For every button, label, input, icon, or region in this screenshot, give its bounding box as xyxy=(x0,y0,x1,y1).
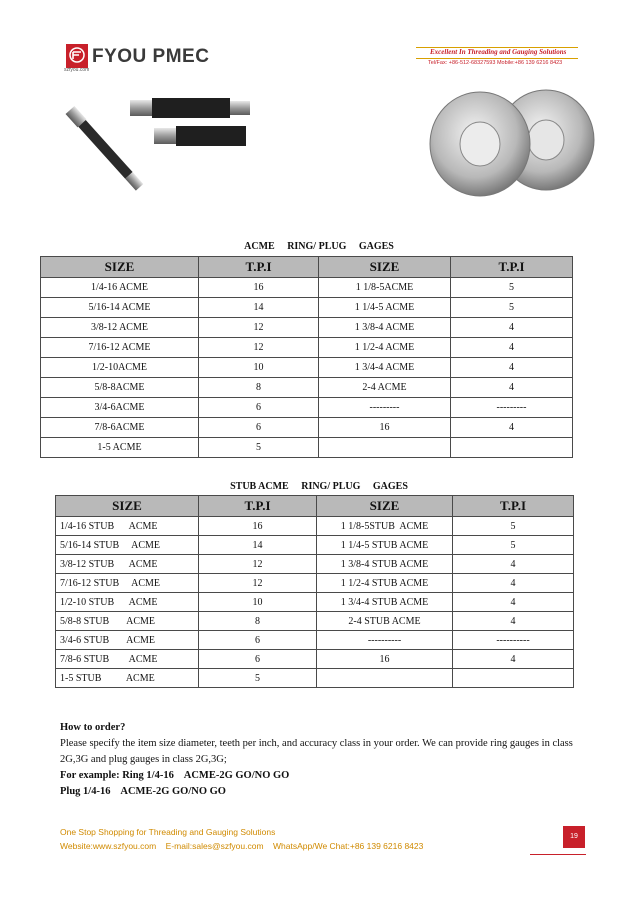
table-cell: 12 xyxy=(199,318,319,338)
table-row xyxy=(41,398,573,418)
table-cell xyxy=(451,438,573,458)
table-cell: 1 1/4-5 STUB ACME xyxy=(317,536,453,555)
col-header-tpi: T.P.I xyxy=(199,257,319,278)
table-cell: 5 xyxy=(451,298,573,318)
table-cell: 2-4 STUB ACME xyxy=(317,612,453,631)
footer-rule xyxy=(530,854,586,855)
table-row xyxy=(41,378,573,398)
table-row xyxy=(41,358,573,378)
table-cell: 7/8-6ACME xyxy=(41,418,199,438)
col-header-tpi: T.P.I xyxy=(199,496,317,517)
stub-acme-table-title: STUB ACME RING/ PLUG GAGES xyxy=(230,481,408,492)
col-header-size: SIZE xyxy=(41,257,199,278)
acme-table-title: ACME RING/ PLUG GAGES xyxy=(244,241,394,252)
table-cell: 1/4-16 ACME xyxy=(41,278,199,298)
table-cell: 6 xyxy=(199,398,319,418)
table-cell: 12 xyxy=(199,555,317,574)
table-cell: 3/8-12 ACME xyxy=(41,318,199,338)
page-number: 19 xyxy=(563,826,585,848)
table-cell: 1-5 STUB ACME xyxy=(56,669,199,688)
table-cell: 1 3/8-4 ACME xyxy=(319,318,451,338)
table-cell: 1 3/4-4 STUB ACME xyxy=(317,593,453,612)
table-cell: 2-4 ACME xyxy=(319,378,451,398)
table-cell: 8 xyxy=(199,378,319,398)
table-cell: 6 xyxy=(199,650,317,669)
table-cell: 4 xyxy=(453,650,574,669)
table-row xyxy=(41,298,573,318)
footer-slogan: One Stop Shopping for Threading and Gauging Solutions xyxy=(60,827,276,837)
table-cell: 4 xyxy=(451,318,573,338)
table-cell: 16 xyxy=(199,517,317,536)
col-header-size: SIZE xyxy=(56,496,199,517)
table-cell: 14 xyxy=(199,298,319,318)
table-row xyxy=(56,536,574,555)
table-cell: 4 xyxy=(451,378,573,398)
table-cell: ---------- xyxy=(317,631,453,650)
table-cell: 8 xyxy=(199,612,317,631)
table-cell: --------- xyxy=(451,398,573,418)
table-cell: 5 xyxy=(453,517,574,536)
table-cell: 5 xyxy=(453,536,574,555)
table-cell xyxy=(453,669,574,688)
ordering-example-plug: Plug 1/4-16 ACME-2G GO/NO GO xyxy=(60,786,226,797)
table-cell: 16 xyxy=(319,418,451,438)
table-cell: 16 xyxy=(199,278,319,298)
table-row xyxy=(41,438,573,458)
table-cell: 5 xyxy=(199,669,317,688)
table-cell xyxy=(317,669,453,688)
table-row xyxy=(56,574,574,593)
table-row xyxy=(41,338,573,358)
table-cell: 4 xyxy=(451,358,573,378)
table-cell: 1-5 ACME xyxy=(41,438,199,458)
brand-name: FYOU PMEC xyxy=(92,46,210,67)
table-header-row xyxy=(41,257,573,278)
table-cell: 6 xyxy=(199,418,319,438)
table-cell: 3/8-12 STUB ACME xyxy=(56,555,199,574)
table-cell: 4 xyxy=(453,574,574,593)
table-row xyxy=(56,555,574,574)
table-cell: 1 1/8-5ACME xyxy=(319,278,451,298)
table-cell: 1 1/2-4 ACME xyxy=(319,338,451,358)
table-row xyxy=(41,278,573,298)
table-row xyxy=(41,318,573,338)
table-cell: 1 1/8-5STUB ACME xyxy=(317,517,453,536)
table-cell: 12 xyxy=(199,338,319,358)
col-header-tpi: T.P.I xyxy=(453,496,574,517)
table-cell: 12 xyxy=(199,574,317,593)
table-row xyxy=(56,631,574,650)
table-cell: 6 xyxy=(199,631,317,650)
table-cell: 1 1/2-4 STUB ACME xyxy=(317,574,453,593)
table-cell: 10 xyxy=(199,593,317,612)
table-cell: 4 xyxy=(453,593,574,612)
table-row xyxy=(56,593,574,612)
table-cell: 4 xyxy=(451,338,573,358)
table-row xyxy=(41,418,573,438)
table-cell: 4 xyxy=(453,612,574,631)
table-cell: 10 xyxy=(199,358,319,378)
col-header-size: SIZE xyxy=(317,496,453,517)
table-cell: 1 1/4-5 ACME xyxy=(319,298,451,318)
table-cell: 4 xyxy=(453,555,574,574)
ordering-heading: How to order? xyxy=(60,722,126,733)
plug-gauges-photo xyxy=(62,92,262,202)
ordering-example-ring: For example: Ring 1/4-16 ACME-2G GO/NO GO xyxy=(60,770,290,781)
header-tagline: Excellent In Threading and Gauging Solutions xyxy=(430,48,567,56)
table-cell: 3/4-6ACME xyxy=(41,398,199,418)
col-header-size: SIZE xyxy=(319,257,451,278)
ordering-section xyxy=(60,720,590,800)
acme-gages-table xyxy=(40,256,573,458)
logo-icon xyxy=(68,46,86,64)
footer-contact: Website:www.szfyou.com E-mail:sales@szfyou.com WhatsApp/We Chat:+86 139 6216 8423 xyxy=(60,841,424,851)
ring-gauges-photo xyxy=(424,88,600,200)
ordering-body: Please specify the item size diameter, teeth per inch, and accuracy class in your order. We can provide ring gauges in class 2G,3G and plug gauges in class 2G,3G; xyxy=(60,738,573,765)
table-row xyxy=(56,517,574,536)
table-cell: 5 xyxy=(451,278,573,298)
table-cell: --------- xyxy=(319,398,451,418)
table-cell: 16 xyxy=(317,650,453,669)
stub-acme-gages-table xyxy=(55,495,574,688)
table-cell: 1/4-16 STUB ACME xyxy=(56,517,199,536)
table-cell: 5/8-8 STUB ACME xyxy=(56,612,199,631)
table-cell: 5 xyxy=(199,438,319,458)
table-header-row xyxy=(56,496,574,517)
table-cell: 4 xyxy=(451,418,573,438)
table-cell: 1/2-10ACME xyxy=(41,358,199,378)
header-contact: Tel/Fax: +86-512-68327593 Mobile:+86 139 6216 8423 xyxy=(428,60,563,66)
table-cell: 7/16-12 ACME xyxy=(41,338,199,358)
table-cell: 7/16-12 STUB ACME xyxy=(56,574,199,593)
header-rule-bottom xyxy=(416,58,578,59)
table-cell: ---------- xyxy=(453,631,574,650)
logo-subtext: szfyou.com xyxy=(64,67,90,73)
table-row xyxy=(56,650,574,669)
table-cell: 1 3/4-4 ACME xyxy=(319,358,451,378)
table-cell: 5/8-8ACME xyxy=(41,378,199,398)
col-header-tpi: T.P.I xyxy=(451,257,573,278)
table-cell xyxy=(319,438,451,458)
table-row xyxy=(56,669,574,688)
table-cell: 5/16-14 STUB ACME xyxy=(56,536,199,555)
table-row xyxy=(56,612,574,631)
table-cell: 3/4-6 STUB ACME xyxy=(56,631,199,650)
table-cell: 5/16-14 ACME xyxy=(41,298,199,318)
table-cell: 7/8-6 STUB ACME xyxy=(56,650,199,669)
table-cell: 14 xyxy=(199,536,317,555)
table-cell: 1 3/8-4 STUB ACME xyxy=(317,555,453,574)
table-cell: 1/2-10 STUB ACME xyxy=(56,593,199,612)
